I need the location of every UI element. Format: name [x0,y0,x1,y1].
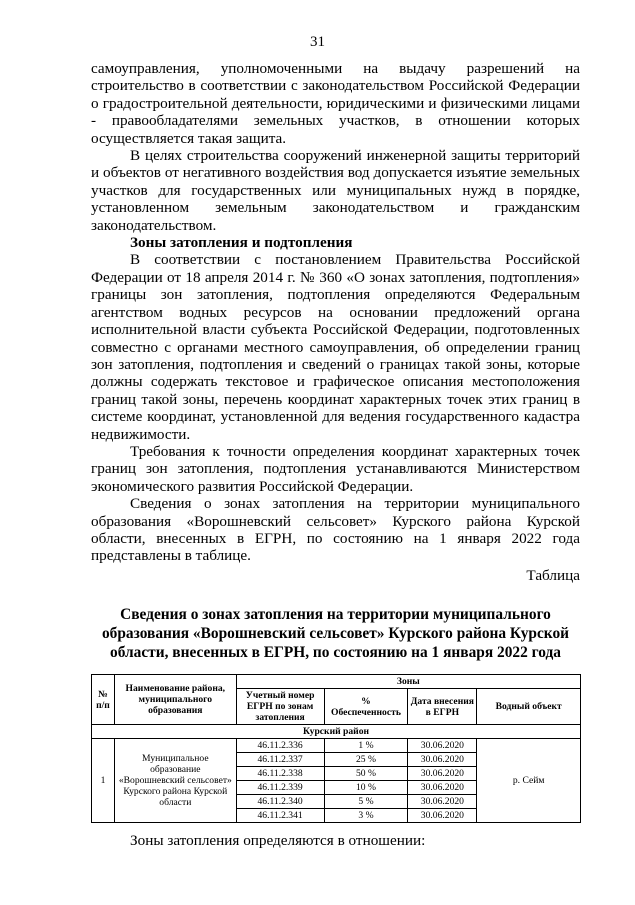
paragraph: В соответствии с постановлением Правительства Российской Федерации от 18 апреля 2014 г. № 360 «О зонах затопления, подтопления» границы зон затопления, подтопления определяются Федеральным агентством водных ресурсов на основании предложений органа исполнительной власти субъекта Российской Федерации, подготовленных совместно с органами местного самоуправления, об определении границ зон затопления, подтопления и сведений о границах такой зоны, которые должны содержать текстовое и графическое описания местоположения границ такой зоны, перечень координат характерных точек этих границ в системе координат, установленной для ведения государственного кадастра недвижимости. [91,251,580,443]
footer-paragraph: Зоны затопления определяются в отношении: [130,832,426,849]
reg-number-cell: 46.11.2.338 [236,767,324,781]
reg-number-cell: 46.11.2.339 [236,781,324,795]
table-header-row [92,675,581,689]
header-name: Наименование района, муниципального образования [114,675,236,725]
percent-cell: 10 % [324,781,408,795]
document-body [91,60,580,584]
section-heading: Зоны затопления и подтопления [130,234,353,252]
header-percent: % Обеспеченность [324,689,408,725]
district-row [92,725,581,739]
reg-number-cell: 46.11.2.340 [236,795,324,809]
date-cell: 30.06.2020 [408,767,477,781]
paragraph: Сведения о зонах затопления на территории муниципального образования «Ворошневский сельсовет» Курского района Курской области, внесенных в ЕГРН, по состоянию на 1 января 2022 года представлены в таблице. [91,495,580,565]
header-num: № п/п [92,675,115,725]
page-number: 31 [310,34,325,50]
water-object-cell: р. Сейм [477,739,581,823]
reg-number-cell: 46.11.2.341 [236,809,324,823]
percent-cell: 50 % [324,767,408,781]
row-number: 1 [92,739,115,823]
percent-cell: 3 % [324,809,408,823]
reg-number-cell: 46.11.2.337 [236,753,324,767]
percent-cell: 1 % [324,739,408,753]
header-date: Дата внесения в ЕГРН [408,689,477,725]
table-label: Таблица [526,566,580,584]
district-cell: Курский район [92,725,581,739]
date-cell: 30.06.2020 [408,739,477,753]
header-zones: Зоны [236,675,580,689]
table-row [92,739,581,753]
header-reg-number: Учетный номер ЕГРН по зонам затопления [236,689,324,725]
percent-cell: 5 % [324,795,408,809]
paragraph: самоуправления, уполномоченными на выдачу разрешений на строительство в соответствии с законодательством Российской Федерации о градостроительной деятельности, юридическими и физическими лицами - правообладателями земельных участков, в отношении которых осуществляется такая защита. [91,60,580,147]
flood-zones-table [91,674,581,823]
paragraph: В целях строительства сооружений инженерной защиты территорий и объектов от негативного воздействия вод допускается изъятие земельных участков для государственных или муниципальных нужд в порядке, установленном земельным законодательством и гражданским законодательством. [91,147,580,234]
date-cell: 30.06.2020 [408,795,477,809]
percent-cell: 25 % [324,753,408,767]
reg-number-cell: 46.11.2.336 [236,739,324,753]
date-cell: 30.06.2020 [408,781,477,795]
municipality-cell: Муниципальное образование «Ворошневский сельсовет» Курского района Курской области [114,739,236,823]
table-title: Сведения о зонах затопления на территории муниципального образования «Ворошневский сельсовет» Курского района Курской области, внесенных в ЕГРН, по состоянию на 1 января 2022 года [101,606,570,661]
date-cell: 30.06.2020 [408,809,477,823]
date-cell: 30.06.2020 [408,753,477,767]
header-water-object: Водный объект [477,689,581,725]
paragraph: Требования к точности определения координат характерных точек границ зон затопления, подтопления устанавливаются Министерством экономического развития Российской Федерации. [91,442,580,495]
